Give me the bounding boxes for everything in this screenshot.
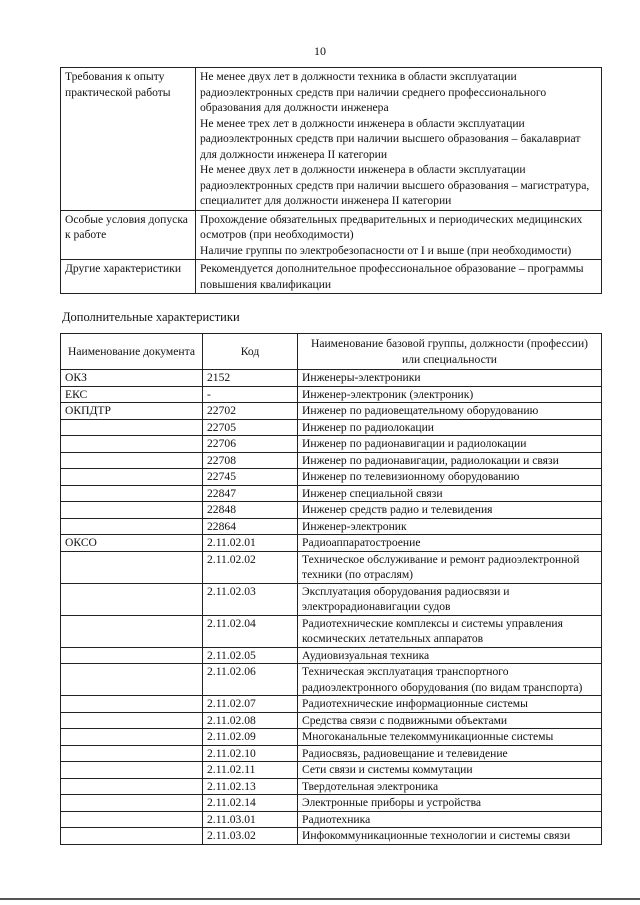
table-row [61,778,602,795]
cell-doc [61,469,203,486]
cell-code: 2.11.02.10 [203,745,298,762]
cell-code: 2.11.02.14 [203,795,298,812]
cell-code: 2.11.02.13 [203,778,298,795]
cell-doc [61,828,203,845]
requirement-line: Наличие группы по электробезопасности от I и выше (при необходимости) [200,243,572,257]
cell-code: - [203,386,298,403]
table-row [61,615,602,647]
cell-doc: ОКСО [61,535,203,552]
table-row [61,436,602,453]
table-header-row [61,334,602,370]
table-row [61,762,602,779]
table-row [61,664,602,696]
requirement-line: Прохождение обязательных предварительных и периодических медицинских осмотров (при необходимости) [200,212,583,241]
cell-name: Инфокоммуникационные технологии и системы связи [298,828,602,845]
cell-name: Инженер средств радио и телевидения [298,502,602,519]
cell-name: Инженер по радиовещательному оборудованию [298,403,602,420]
cell-code: 2.11.02.11 [203,762,298,779]
cell-doc [61,583,203,615]
cell-name: Инженер по радионавигации, радиолокации и связи [298,452,602,469]
requirement-row [61,68,602,211]
requirement-line: Рекомендуется дополнительное профессиональное образование – программы повышения квалификации [200,262,584,291]
cell-doc [61,502,203,519]
header-code: Код [203,334,298,370]
table-row [61,403,602,420]
cell-doc [61,696,203,713]
cell-name: Радиосвязь, радиовещание и телевидение [298,745,602,762]
cell-name: Инженер по радиолокации [298,419,602,436]
cell-name: Многоканальные телекоммуникационные системы [298,729,602,746]
cell-name: Инженер специальной связи [298,485,602,502]
cell-name: Сети связи и системы коммутации [298,762,602,779]
cell-doc [61,615,203,647]
cell-name: Радиотехнические информационные системы [298,696,602,713]
table-row [61,502,602,519]
table-row [61,535,602,552]
cell-name: Радиоаппаратостроение [298,535,602,552]
table-row [61,485,602,502]
cell-doc [61,664,203,696]
table-row [61,469,602,486]
table-row [61,729,602,746]
cell-doc [61,811,203,828]
requirement-value [196,68,602,211]
cell-code: 2.11.03.02 [203,828,298,845]
table-row [61,712,602,729]
cell-doc [61,745,203,762]
header-name: Наименование базовой группы, должности (профессии) или специальности [298,334,602,370]
cell-doc [61,647,203,664]
requirement-label: Другие характеристики [61,260,196,294]
cell-name: Инженер-электроник (электроник) [298,386,602,403]
cell-doc: ЕКС [61,386,203,403]
cell-name: Аудиовизуальная техника [298,647,602,664]
table-row [61,696,602,713]
cell-name: Радиотехнические комплексы и системы управления космических летательных аппаратов [298,615,602,647]
table-row [61,647,602,664]
table-row [61,795,602,812]
cell-name: Средства связи с подвижными объектами [298,712,602,729]
cell-doc [61,436,203,453]
cell-name: Инженер по телевизионному оборудованию [298,469,602,486]
table-row [61,386,602,403]
table-row [61,745,602,762]
cell-code: 2.11.03.01 [203,811,298,828]
cell-name: Техническая эксплуатация транспортного радиоэлектронного оборудования (по видам транспорта) [298,664,602,696]
cell-code: 22708 [203,452,298,469]
requirement-label: Особые условия допуска к работе [61,210,196,260]
table-row [61,551,602,583]
cell-code: 2.11.02.08 [203,712,298,729]
cell-name: Радиотехника [298,811,602,828]
classification-table [60,333,602,845]
table-row [61,518,602,535]
cell-doc [61,762,203,779]
requirements-table [60,67,602,294]
cell-code: 2.11.02.04 [203,615,298,647]
cell-doc [61,485,203,502]
cell-doc [61,729,203,746]
header-doc: Наименование документа [61,334,203,370]
table-row [61,583,602,615]
cell-doc [61,452,203,469]
cell-code: 2.11.02.02 [203,551,298,583]
cell-name: Техническое обслуживание и ремонт радиоэлектронной техники (по отраслям) [298,551,602,583]
section-title: Дополнительные характеристики [62,310,240,324]
cell-name: Инженер по радионавигации и радиолокации [298,436,602,453]
cell-code: 22847 [203,485,298,502]
cell-doc [61,795,203,812]
cell-code: 22864 [203,518,298,535]
page-number: 10 [314,44,326,58]
requirement-value [196,210,602,260]
cell-code: 2.11.02.05 [203,647,298,664]
cell-code: 22745 [203,469,298,486]
requirement-line: Не менее двух лет в должности техника в области эксплуатации радиоэлектронных средств при наличии среднего профессионального образования для должности инженера [200,70,547,114]
requirement-line: Не менее двух лет в должности инженера в области эксплуатации радиоэлектронных средств при наличии высшего образования – магистратура, специалитет для должности инженера II категории [200,163,590,207]
cell-code: 2.11.02.09 [203,729,298,746]
cell-code: 2.11.02.07 [203,696,298,713]
cell-name: Твердотельная электроника [298,778,602,795]
cell-name: Эксплуатация оборудования радиосвязи и электрорадионавигации судов [298,583,602,615]
cell-code: 22848 [203,502,298,519]
table-row [61,370,602,387]
cell-name: Инженер-электроник [298,518,602,535]
cell-code: 22705 [203,419,298,436]
table-row [61,452,602,469]
cell-doc: ОКЗ [61,370,203,387]
cell-code: 2.11.02.06 [203,664,298,696]
table-row [61,811,602,828]
cell-doc [61,778,203,795]
cell-doc [61,551,203,583]
cell-doc [61,712,203,729]
requirement-row [61,260,602,294]
cell-code: 2.11.02.01 [203,535,298,552]
cell-code: 2.11.02.03 [203,583,298,615]
table-row [61,419,602,436]
cell-code: 22706 [203,436,298,453]
cell-name: Инженеры-электроники [298,370,602,387]
table-row [61,828,602,845]
cell-doc [61,419,203,436]
requirement-line: Не менее трех лет в должности инженера в области эксплуатации радиоэлектронных средств при наличии высшего образования – бакалавриат для должности инженера II категории [200,116,581,161]
requirement-label: Требования к опыту практической работы [61,68,196,211]
cell-code: 22702 [203,403,298,420]
page-bottom-edge [0,898,640,900]
cell-doc: ОКПДТР [61,403,203,420]
requirement-value [196,260,602,294]
requirement-row [61,210,602,260]
cell-doc [61,518,203,535]
cell-name: Электронные приборы и устройства [298,795,602,812]
cell-code: 2152 [203,370,298,387]
